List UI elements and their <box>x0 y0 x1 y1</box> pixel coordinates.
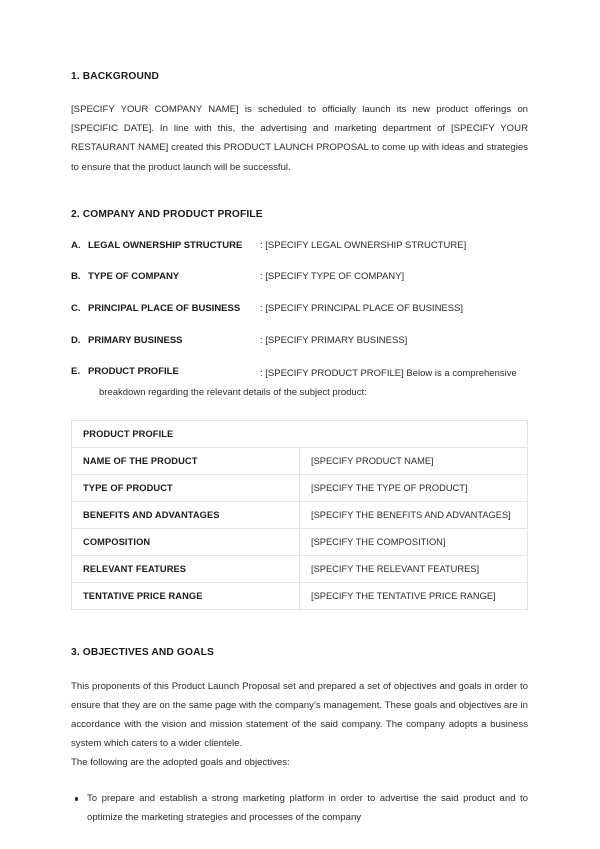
item-label: TYPE OF COMPANY <box>88 271 180 283</box>
table-cell-value: [SPECIFY THE COMPOSITION] <box>300 529 528 556</box>
company-profile-list <box>71 238 528 403</box>
section-heading-objectives-and-goals: 3. OBJECTIVES AND GOALS <box>71 647 214 659</box>
document-content <box>71 0 528 843</box>
section-heading-company-and-product-profile: 2. COMPANY AND PRODUCT PROFILE <box>71 208 263 220</box>
company-profile-item-e <box>71 364 528 402</box>
item-label: PRINCIPAL PLACE OF BUSINESS <box>88 303 241 315</box>
objectives-followup-line: The following are the adopted goals and objectives: <box>71 757 290 769</box>
table-row <box>72 475 528 502</box>
item-value <box>99 364 528 402</box>
table-cell-key: COMPOSITION <box>72 529 300 556</box>
table-cell-value: [SPECIFY THE BENEFITS AND ADVANTAGES] <box>300 502 528 529</box>
table-cell-value: [SPECIFY PRODUCT NAME] <box>300 448 528 475</box>
item-value: : [SPECIFY LEGAL OWNERSHIP STRUCTURE] <box>260 239 467 251</box>
goal-text: To prepare and establish a strong marketing platform in order to advertise the said product and to optimize the marketing strategies and processes of the company <box>87 793 528 824</box>
table-cell-key: BENEFITS AND ADVANTAGES <box>72 502 300 529</box>
table-row <box>72 556 528 583</box>
item-letter: E. <box>71 366 80 378</box>
table-cell-key: RELEVANT FEATURES <box>72 556 300 583</box>
item-label: PRODUCT PROFILE <box>88 366 179 378</box>
bullet-icon <box>75 797 78 800</box>
table-header-row <box>72 421 528 448</box>
product-profile-table <box>71 420 528 610</box>
goals-list <box>71 789 528 827</box>
item-label: PRIMARY BUSINESS <box>88 334 183 346</box>
table-row <box>72 502 528 529</box>
objectives-paragraph: This proponents of this Product Launch Proposal set and prepared a set of objectives and goals in order to ensure that they are on the same page with the company’s management. These goals and objectives are in accordance with the vision and mission statement of the said company. The company adopts a business system which caters to a wider clientele. <box>71 680 528 749</box>
table-cell-key: NAME OF THE PRODUCT <box>72 448 300 475</box>
item-value-first-line: : [SPECIFY PRODUCT PROFILE] Below is a comprehensive <box>260 368 517 380</box>
table-row <box>72 583 528 610</box>
table-header-cell: PRODUCT PROFILE <box>72 421 528 448</box>
table-cell-value: [SPECIFY THE TYPE OF PRODUCT] <box>300 475 528 502</box>
item-letter: B. <box>71 271 81 283</box>
item-value: : [SPECIFY TYPE OF COMPANY] <box>260 271 405 283</box>
item-letter: A. <box>71 239 81 251</box>
table-row <box>72 448 528 475</box>
background-paragraph: [SPECIFY YOUR COMPANY NAME] is scheduled to officially launch its new product offerings on [SPECIFIC DATE]. In line with this, the advertising and marketing department of [SPECIFY YOUR RESTAURANT NAME] created this PRODUCT LAUNCH PROPOSAL to come up with ideas and strategies to ensure that the product launch will be successful. <box>71 104 528 173</box>
table-cell-value: [SPECIFY THE TENTATIVE PRICE RANGE] <box>300 583 528 610</box>
item-value-continued-line: breakdown regarding the relevant details of the subject product: <box>99 387 367 399</box>
table-cell-key: TYPE OF PRODUCT <box>72 475 300 502</box>
item-value: : [SPECIFY PRINCIPAL PLACE OF BUSINESS] <box>260 303 464 315</box>
company-profile-item-c <box>71 301 528 316</box>
item-letter: C. <box>71 303 81 315</box>
item-label: LEGAL OWNERSHIP STRUCTURE <box>88 239 243 251</box>
item-value: : [SPECIFY PRIMARY BUSINESS] <box>260 334 408 346</box>
company-profile-item-a <box>71 238 528 253</box>
table-cell-key: TENTATIVE PRICE RANGE <box>72 583 300 610</box>
company-profile-item-d <box>71 333 528 348</box>
item-letter: D. <box>71 334 81 346</box>
company-profile-item-b <box>71 269 528 284</box>
table-cell-value: [SPECIFY THE RELEVANT FEATURES] <box>300 556 528 583</box>
section-heading-background: 1. BACKGROUND <box>71 71 159 82</box>
list-item <box>71 789 528 827</box>
table-row <box>72 529 528 556</box>
